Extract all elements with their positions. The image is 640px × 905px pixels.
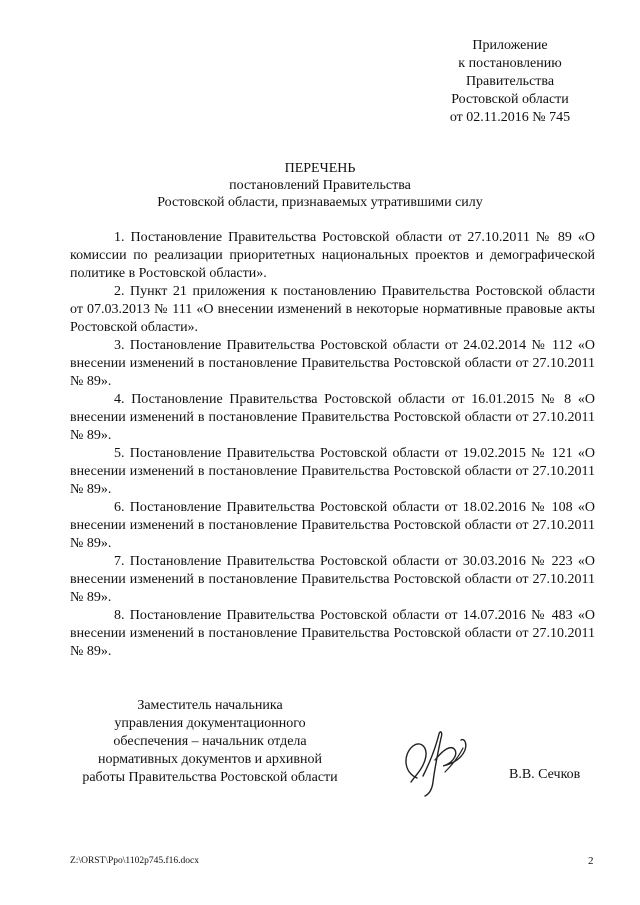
signatory-position-line: обеспечения – начальник отдела — [113, 734, 307, 749]
signatory-position-line: нормативных документов и архивной — [98, 752, 322, 767]
title-heading: ПЕРЕЧЕНЬ — [284, 161, 356, 176]
list-item: 6. Постановление Правительства Ростовской области от 18.02.2016 № 108 «О внесении изменений в постановление Правительства Ростовской области от 27.10.2011 № 89». — [70, 500, 595, 551]
title-subtitle-line-2: Ростовской области, признаваемых утратившими силу — [157, 195, 483, 210]
signatory-position-line: Заместитель начальника — [137, 698, 283, 713]
list-item: 8. Постановление Правительства Ростовской области от 14.07.2016 № 483 «О внесении изменений в постановление Правительства Ростовской области от 27.10.2011 № 89». — [70, 608, 595, 659]
signatory-position — [60, 697, 360, 787]
annex-line: Правительства — [465, 74, 555, 89]
annex-line: Приложение — [472, 38, 548, 53]
list-item: 4. Постановление Правительства Ростовской области от 16.01.2015 № 8 «О внесении изменений в постановление Правительства Ростовской области от 27.10.2011 № 89». — [70, 392, 595, 443]
annex-line: Ростовской области — [451, 92, 569, 107]
footer-file-path: Z:\ORST\Ppo\1102p745.f16.docx — [70, 856, 199, 866]
annex-line: от 02.11.2016 № 745 — [449, 110, 571, 125]
signer-name: В.В. Сечков — [509, 767, 581, 782]
list-item: 2. Пункт 21 приложения к постановлению Правительства Ростовской области от 07.03.2013 № 111 «О внесении изменений в некоторые нормативные правовые акты Ростовской области». — [70, 284, 595, 335]
repealed-acts-list — [70, 229, 595, 661]
annex-line: к постановлению — [458, 56, 562, 71]
title-subtitle-line-1: постановлений Правительства — [229, 178, 411, 193]
handwritten-signature — [395, 720, 475, 800]
signatory-position-line: работы Правительства Ростовской области — [82, 770, 338, 785]
annex-reference — [380, 37, 640, 127]
signatory-position-line: управления документационного — [114, 716, 306, 731]
page-number: 2 — [588, 855, 594, 867]
list-item: 5. Постановление Правительства Ростовской области от 19.02.2015 № 121 «О внесении изменений в постановление Правительства Ростовской области от 27.10.2011 № 89». — [70, 446, 595, 497]
list-item: 7. Постановление Правительства Ростовской области от 30.03.2016 № 223 «О внесении изменений в постановление Правительства Ростовской области от 27.10.2011 № 89». — [70, 554, 595, 605]
list-item: 3. Постановление Правительства Ростовской области от 24.02.2014 № 112 «О внесении изменений в постановление Правительства Ростовской области от 27.10.2011 № 89». — [70, 338, 595, 389]
document-title — [0, 160, 640, 211]
list-item: 1. Постановление Правительства Ростовской области от 27.10.2011 № 89 «О комиссии по реализации приоритетных национальных проектов и демографической политике в Ростовской области». — [70, 230, 595, 281]
